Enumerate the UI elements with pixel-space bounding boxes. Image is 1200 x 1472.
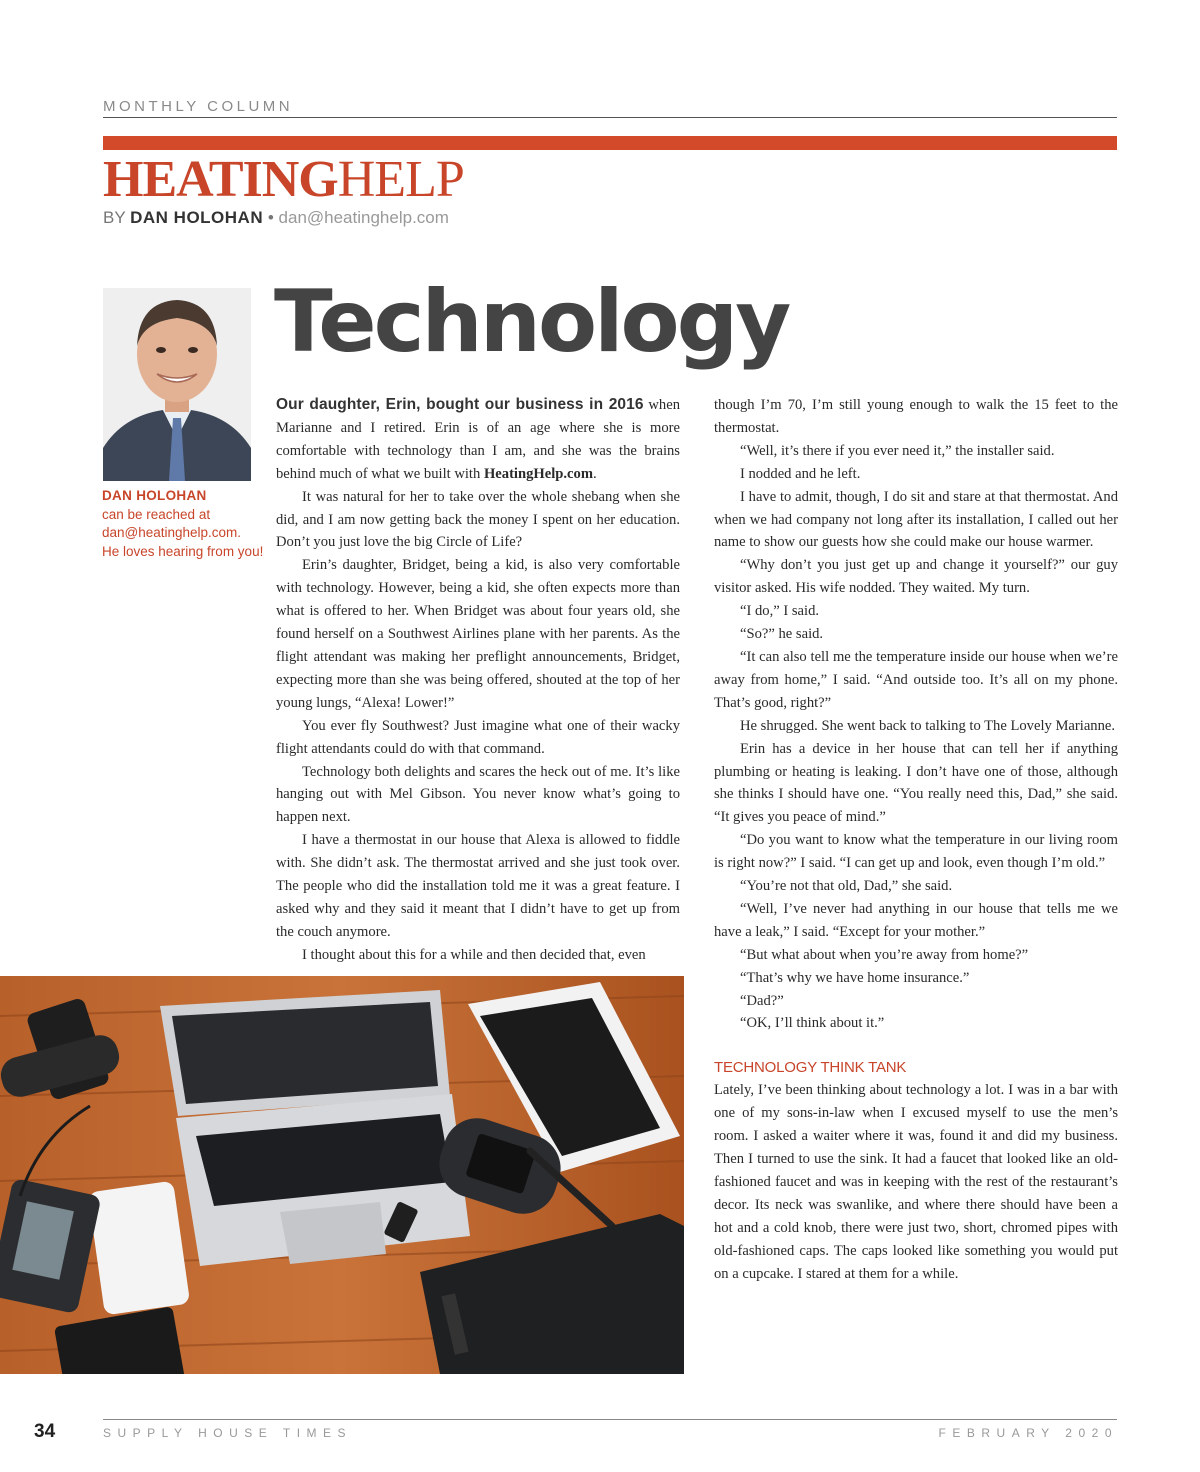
paragraph: Lately, I’ve been thinking about technology a lot. I was in a bar with one of my sons-in-law when I excused myself to use the men’s room. I asked a waiter where it was, found it and did my business. Then I turned to use the sink. It had a faucet that looked like an old-fashioned faucet and was in keeping with the rest of the restaurant’s decor. Its neck was swanlike, and where there should have been a hot and a cold knob, there were just two, short, chromed pipes with old-fashioned caps. The caps looked like something you would put on a cupcake. I stared at them for a while.	[714, 1082, 1118, 1282]
lead-text: when Marianne and I retired. Erin is of an age where she is more comfortable with technology than I am, and she was the brains behind much of what we built with	[276, 397, 681, 482]
article-column-2	[714, 394, 1118, 1286]
byline-email[interactable]: dan@heatinghelp.com	[278, 208, 449, 227]
accent-bar	[103, 136, 1117, 150]
paragraph: Technology both delights and scares the heck out of me. It’s like hanging out with Mel Gibson. You never know what’s going to happen next.	[276, 763, 680, 826]
paragraph: “Well, I’ve never had anything in our house that tells me we have a leak,” I said. “Except for your mother.”	[714, 900, 1118, 940]
column-masthead	[103, 152, 464, 208]
lead-paragraph	[276, 394, 680, 486]
paragraph: “Why don’t you just get up and change it yourself?” our guy visitor asked. His wife nodded. They waited. My turn.	[714, 557, 1118, 597]
paragraph: “Well, it’s there if you ever need it,” the installer said.	[740, 442, 1055, 459]
paragraph: “So?” he said.	[740, 626, 824, 643]
caption-line: can be reached at	[102, 506, 211, 522]
author-caption	[102, 487, 272, 561]
paragraph: “Dad?”	[740, 992, 784, 1009]
paragraph: “You’re not that old, Dad,” she said.	[740, 878, 953, 895]
article-column-1	[276, 394, 680, 967]
issue-date: FEBRUARY 2020	[938, 1426, 1118, 1440]
section-kicker: MONTHLY COLUMN	[103, 98, 294, 115]
paragraph: I nodded and he left.	[740, 465, 861, 482]
paragraph: “Do you want to know what the temperature in our living room is right now?” I said. “I can get up and look, even though I’m old.”	[714, 832, 1118, 872]
paragraph: “It can also tell me the temperature inside our house when we’re away from home,” I said. “And outside too. It’s all on my phone. That’s good, right?”	[714, 648, 1118, 711]
paragraph: though I’m 70, I’m still young enough to walk the 15 feet to the thermostat.	[714, 397, 1118, 436]
gadgets-illustration	[0, 976, 684, 1374]
byline-author: DAN HOLOHAN	[130, 208, 264, 227]
byline-bullet: •	[267, 208, 274, 227]
footer-divider	[103, 1419, 1117, 1420]
paragraph: “But what about when you’re away from home?”	[740, 946, 1029, 963]
headshot-illustration	[103, 288, 251, 481]
paragraph: “That’s why we have home insurance.”	[740, 969, 970, 986]
paragraph: Erin has a device in her house that can tell her if anything plumbing or heating is leaking. I don’t have one of those, although she thinks I should have one. “You really need this, Dad,” she said. “It gives you peace of mind.”	[714, 740, 1118, 826]
caption-name: DAN HOLOHAN	[102, 488, 207, 503]
masthead-light: HELP	[337, 151, 464, 208]
paragraph: “OK, I’ll think about it.”	[740, 1015, 885, 1032]
masthead-bold: HEATING	[103, 151, 338, 208]
publication-name: SUPPLY HOUSE TIMES	[103, 1426, 353, 1440]
byline	[103, 208, 449, 228]
site-link[interactable]: HeatingHelp.com	[483, 465, 593, 482]
paragraph: It was natural for her to take over the whole shebang when she did, and I am now getting back the money I spent on her education. Don’t you just love the big Circle of Life?	[276, 488, 680, 551]
paragraph: I have a thermostat in our house that Alexa is allowed to fiddle with. She didn’t ask. The thermostat arrived and she just took over. The people who did the installation told me it was a great feature. I asked why and they said it meant that I didn’t have to get up from the couch anymore.	[276, 832, 680, 940]
paragraph: Erin’s daughter, Bridget, being a kid, is also very comfortable with technology. However, being a kid, she often expects more than what is offered to her. When Bridget was about four years old, she found herself on a Southwest Airlines plane with her parents. As the flight attendant was making her preflight announcements, Bridget, expecting more than she was being offered, shouted at the top of her young lungs, “Alexa! Lower!”	[276, 557, 680, 711]
paragraph: I have to admit, though, I do sit and stare at that thermostat. And when we had company not long after its installation, I called out her name to show our guests how she could make our house warmer.	[714, 488, 1118, 551]
header-divider	[103, 117, 1117, 118]
lead-in: Our daughter, Erin, bought our business in 2016	[276, 396, 644, 413]
article-title: Technology	[274, 272, 789, 372]
author-headshot	[103, 288, 251, 481]
lead-end: .	[592, 465, 597, 482]
paragraph: You ever fly Southwest? Just imagine what one of their wacky flight attendants could do with that command.	[276, 717, 680, 757]
page-number: 34	[34, 1421, 56, 1442]
paragraph: He shrugged. She went back to talking to The Lovely Marianne.	[740, 717, 1116, 734]
byline-by: BY	[103, 208, 126, 227]
gadgets-photo	[0, 976, 684, 1374]
paragraph: “I do,” I said.	[740, 603, 820, 620]
caption-email[interactable]: dan@heatinghelp.com.	[102, 525, 242, 540]
section-subhead: TECHNOLOGY THINK TANK	[714, 1059, 907, 1077]
paragraph: I thought about this for a while and then decided that, even	[302, 946, 646, 963]
caption-line: He loves hearing from you!	[102, 543, 264, 559]
